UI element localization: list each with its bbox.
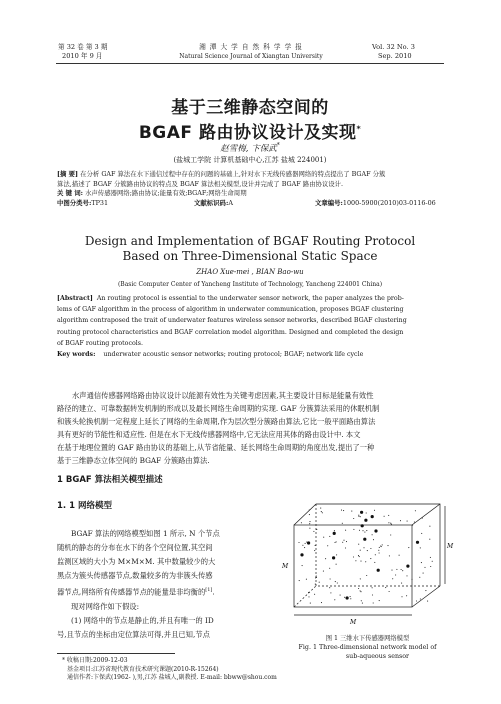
sensor-node	[314, 550, 315, 551]
authors-footnote-mark: *	[276, 142, 280, 150]
sensor-node	[379, 547, 380, 548]
title-en-line2: Based on Three-Dimensional Static Space	[122, 249, 378, 263]
sensor-node	[363, 547, 364, 548]
received-date: 收稿日期:2009-12-03	[66, 657, 128, 664]
sensor-node	[334, 530, 335, 531]
sensor-node	[310, 603, 311, 604]
cube-edge-bl	[294, 586, 316, 607]
issue-volume: 第 32 卷 第 3 期	[58, 43, 108, 51]
sensor-node	[430, 557, 431, 558]
sensor-node	[412, 525, 413, 526]
left-col-line-5-text: 器节点,网络所有传感器节点的能量是非均衡的	[57, 587, 206, 597]
sensor-node	[344, 597, 345, 598]
sensor-node	[308, 596, 309, 597]
sensor-node	[374, 562, 375, 563]
cube-edge-tr	[412, 504, 440, 525]
sensor-node	[414, 521, 415, 522]
header-rule	[56, 63, 444, 64]
sensor-node	[366, 575, 367, 576]
sensor-node	[374, 510, 375, 511]
sensor-node	[323, 537, 324, 538]
sensor-node	[336, 541, 337, 542]
intro-paragraph	[57, 389, 457, 467]
journal-name	[140, 43, 362, 61]
sensor-node	[350, 596, 351, 597]
footnote-star: *	[62, 657, 65, 664]
sensor-node	[388, 522, 389, 523]
sensor-node	[399, 555, 400, 556]
keywords-en-text: underwater acoustic sensor networks; routing protocol; BGAF; network life cycle	[103, 351, 364, 359]
sensor-node	[396, 569, 397, 570]
left-col-line-3: 监测区域的大小为 M×M×M. 其中数量较少的大	[57, 557, 216, 567]
sensor-node	[316, 577, 317, 578]
section-1-heading: 1 BGAF 算法相关模型描述	[57, 475, 163, 485]
left-col-line-8: 号,且节点的坐标由定位算法可得,并且已知,节点	[57, 630, 210, 640]
abstract-en-line-2: lems of GAF algorithm in the process of algorithm in underwater communication, proposes BGAF clustering	[57, 306, 404, 314]
sensor-node	[389, 591, 390, 592]
abstract-en	[57, 293, 457, 360]
sensor-node	[345, 547, 346, 548]
sensor-node	[390, 534, 391, 535]
sensor-node	[342, 523, 343, 524]
sensor-node	[302, 545, 303, 546]
sensor-node	[360, 578, 361, 579]
cube-front-face	[294, 525, 412, 607]
sensor-node	[304, 547, 305, 548]
title-cn-line2	[60, 118, 440, 143]
cube-edge-tl	[294, 504, 316, 525]
sensor-node	[429, 526, 430, 527]
sensor-node	[305, 543, 306, 544]
sensor-node	[365, 561, 366, 562]
sensor-node	[378, 550, 379, 551]
sensor-node	[406, 595, 407, 596]
article-number-value: 1000-5900(2010)03-0116-06	[342, 198, 436, 207]
sensor-node	[384, 516, 385, 517]
sensor-node	[366, 512, 367, 513]
abstract-cn-label: [摘 要]	[57, 170, 79, 178]
left-col-line-7: (1) 网络中的节点是静止的,并且有唯一的 ID	[71, 615, 214, 625]
sensor-node	[345, 530, 346, 531]
sensor-node	[429, 539, 430, 540]
intro-line-2: 路径的建立、可靠数据转发机制的形成以及最长网络生命周期的实现. GAF 分簇算法采用的休眠机制	[57, 404, 380, 413]
authors-en: ZHAO Xue-mei , BIAN Bao-wu	[196, 268, 304, 276]
sensor-node	[408, 547, 409, 548]
caption-cn: 图 1 三维水下传感器网络模型	[325, 635, 410, 642]
abstract-en-text-1: An routing protocol is essential to the underwater sensor network, the paper analyzes the prob-	[96, 295, 404, 302]
title-cn-line1: 基于三维静态空间的	[171, 98, 329, 118]
sensor-node	[423, 573, 424, 574]
sensor-node	[302, 565, 303, 566]
abstract-cn-text-1: 在分析 GAF 算法在水下通信过程中存在的问题的基础上,针对水下无线传感器网络的特点提出了 BGAF 分簇	[80, 170, 386, 178]
cluster-head-node	[332, 556, 335, 559]
figure-1	[280, 498, 455, 630]
sensor-node	[420, 598, 421, 599]
sensor-node	[329, 568, 330, 569]
sensor-node	[400, 520, 401, 521]
network-model-diagram	[280, 498, 455, 630]
sensor-node	[325, 558, 326, 559]
abstract-cn	[57, 170, 452, 208]
sensor-node	[375, 554, 376, 555]
sensor-node	[416, 600, 417, 601]
sensor-node	[361, 600, 362, 601]
intro-line-1: 水声通信传感器网络路由协议设计以能源有效性为关键考虑因素,其主要设计目标是能量有效性	[72, 391, 374, 400]
sensor-node	[430, 566, 431, 567]
cluster-head-node	[361, 524, 364, 527]
sensor-node	[353, 556, 354, 557]
sensor-node	[309, 521, 310, 522]
cluster-head-node	[377, 569, 380, 572]
sensor-node	[358, 544, 359, 545]
left-col-line-2: 随机的静态的分布在水下的各个空间位置,其空间	[57, 543, 213, 553]
sensor-node	[337, 582, 338, 583]
volume-en: Vol. 32 No. 3	[372, 43, 415, 51]
sensor-node	[355, 560, 356, 561]
keywords-en-label: Key words:	[57, 351, 96, 359]
doc-code-value: A	[228, 198, 233, 207]
sensor-node	[422, 518, 423, 519]
sensor-node	[336, 564, 337, 565]
sensor-node	[364, 532, 365, 533]
sensor-node	[315, 584, 316, 585]
sensor-node	[388, 515, 389, 516]
sensor-node	[321, 511, 322, 512]
footnote	[62, 657, 277, 683]
sensor-node	[313, 531, 314, 532]
footnote-rule	[57, 653, 175, 654]
authors-cn	[60, 142, 440, 154]
sensor-node	[330, 592, 331, 593]
sensor-node	[308, 592, 309, 593]
left-col-line-1: BGAF 算法的网络模型如图 1 所示, N 个节点	[71, 529, 220, 538]
sensor-node	[309, 528, 310, 529]
clc-value: TP31	[91, 198, 109, 207]
intro-line-4: 具有更好的节能性和适应性. 但是在水下无线传感器网络中,它无法应用其体的路由设计中. 本文	[57, 430, 361, 439]
sensor-node	[319, 582, 320, 583]
section-1-1-heading: 1. 1 网络模型	[57, 501, 112, 511]
sensor-node	[387, 545, 388, 546]
sensor-node	[427, 601, 428, 602]
citation-ref: [1]	[205, 587, 213, 594]
affiliation-en: (Basic Computer Center of Yancheng Institute of Technology, Yancheng 224001 China)	[117, 281, 383, 288]
sensor-node	[298, 542, 299, 543]
left-col-line-6: 现对网络作如下假设:	[71, 601, 140, 611]
left-col-line-5: 器节点,网络所有传感器节点的能量是非均衡的[1].	[57, 587, 215, 597]
classification-cn	[57, 199, 452, 209]
sensor-node	[358, 555, 359, 556]
sensor-node	[392, 578, 393, 579]
figure-caption	[280, 634, 455, 661]
doc-code-label: 文献标识码:	[194, 198, 229, 207]
intro-line-6: 基于三维静态立体空间的 BGAF 分簇路由算法.	[57, 456, 210, 465]
sensor-node	[411, 579, 412, 580]
sensor-node	[358, 515, 359, 516]
sensor-node	[309, 509, 310, 510]
sensor-node	[334, 542, 335, 543]
sensor-node	[358, 516, 359, 517]
sensor-node	[391, 570, 392, 571]
sensor-node	[343, 540, 344, 541]
sensor-node	[360, 516, 361, 517]
sensor-node	[389, 555, 390, 556]
sensor-node	[329, 587, 330, 588]
sensor-node	[315, 545, 316, 546]
keywords-en	[57, 349, 457, 360]
abstract-cn-line-2: 算法,描述了 BGAF 分簇路由协议的特点及 BGAF 算法相关模型,设计并完成了 BGAF 路由协议设计.	[57, 179, 344, 188]
intro-line-3: 和簇头轮换机制一定程度上延长了网络的生命周期,作为层次型分簇路由算法,它比一般平面路由算法	[57, 417, 376, 426]
sensor-node	[314, 594, 315, 595]
sensor-node	[424, 567, 425, 568]
sensor-node	[370, 558, 371, 559]
abstract-en-label: [Abstract]	[57, 295, 93, 302]
journal-name-cn: 湘 潭 大 学 自 然 科 学 学 报	[199, 43, 303, 51]
sensor-node	[301, 522, 302, 523]
sensor-node	[419, 577, 420, 578]
footnote-author: 通信作者:卞保武(1962- ),男,江苏 盐城人,副教授. E-mail: bbww@shou.com	[67, 674, 277, 681]
sensor-node	[421, 562, 422, 563]
cluster-head-node	[406, 565, 409, 568]
keywords-cn-text: 水声传感器网络;路由协议;能量有效;BGAF;网络生命周期	[85, 189, 247, 198]
sensor-node	[327, 545, 328, 546]
axis-label-right: M	[447, 543, 454, 550]
sensor-node	[341, 510, 342, 511]
sensor-node	[306, 579, 307, 580]
sensor-node	[362, 530, 363, 531]
sensor-node	[342, 542, 343, 543]
cluster-head-node	[416, 541, 419, 544]
sensor-node	[343, 510, 344, 511]
title-en-line1: Design and Implementation of BGAF Routing Protocol	[84, 234, 416, 248]
sensor-node	[402, 570, 403, 571]
cluster-head-node	[300, 553, 303, 556]
sensor-node	[406, 575, 407, 576]
title-cn-text: BGAF 路由协议设计及实现	[138, 123, 357, 143]
sensor-node	[425, 590, 426, 591]
sensor-node	[321, 602, 322, 603]
journal-volume-en	[372, 43, 415, 61]
sensor-node	[360, 550, 361, 551]
sensor-node	[372, 534, 373, 535]
axis-label-bottom: M	[350, 619, 357, 626]
sensor-node	[370, 548, 371, 549]
sensor-node	[390, 523, 391, 524]
keywords-cn	[57, 189, 452, 199]
sensor-node	[309, 523, 310, 524]
journal-issue	[58, 43, 107, 61]
sensor-node	[353, 518, 354, 519]
sensor-node	[379, 552, 380, 553]
doc-code	[194, 199, 233, 209]
abstract-cn-line-1	[57, 170, 452, 180]
sensor-node	[420, 547, 421, 548]
cluster-head-node	[307, 541, 310, 544]
abstract-en-line-4: routing protocol characteristics and BGAF correlation model algorithm. Designed and completed the design	[57, 328, 404, 336]
sensor-node	[367, 550, 368, 551]
cluster-head-node	[360, 511, 363, 514]
clc	[57, 199, 108, 209]
sensor-node	[380, 545, 381, 546]
sensor-node	[316, 576, 317, 577]
title-footnote-mark: *	[356, 124, 362, 134]
keywords-cn-label: 关 键 词:	[57, 189, 83, 198]
sensor-node	[407, 521, 408, 522]
caption-en-2: sub-aqueous sensor	[345, 653, 410, 660]
date-en: Sep. 2010	[378, 52, 412, 60]
cube-back-top	[316, 504, 440, 586]
sensor-node	[322, 512, 323, 513]
sensor-node	[415, 510, 416, 511]
abstract-en-line-1	[57, 293, 457, 304]
sensor-node	[372, 594, 373, 595]
left-col-line-4: 黑点为簇头传感器节点,数量较多的为非簇头传感	[57, 571, 213, 581]
sensor-node	[382, 544, 383, 545]
cube-edge-br	[412, 586, 440, 607]
sensor-node	[379, 600, 380, 601]
cluster-head-node	[333, 532, 336, 535]
sensor-node	[323, 571, 324, 572]
sensor-node	[359, 556, 360, 557]
sensor-node	[359, 530, 360, 531]
sensor-node	[309, 514, 310, 515]
sensor-node	[395, 574, 396, 575]
abstract-en-line-3: algorithm contraposed the trait of underwater features wireless sensor networks, described BGAF clustering	[57, 317, 407, 325]
sensor-node	[360, 591, 361, 592]
clc-label: 中图分类号:	[57, 198, 92, 207]
sensor-node	[316, 529, 317, 530]
sensor-node	[346, 541, 347, 542]
issue-date: 2010 年 9 月	[62, 52, 103, 60]
cube-back-hidden	[316, 504, 440, 586]
cluster-head-node	[346, 596, 349, 599]
intro-line-5: 在基于地理位置的 GAF 路由协议的基础上,从节省能量、延长网络生命周期的角度出发,提出了一种	[57, 443, 375, 452]
sensor-node	[432, 561, 433, 562]
sensor-node	[401, 596, 402, 597]
sensor-node	[299, 580, 300, 581]
sensor-node	[385, 587, 386, 588]
sensor-node	[353, 529, 354, 530]
sensor-node	[373, 539, 374, 540]
sensor-node	[362, 603, 363, 604]
cluster-head-node	[363, 538, 366, 541]
sensor-node	[372, 587, 373, 588]
sensor-node	[401, 569, 402, 570]
sensor-node	[350, 598, 351, 599]
sensor-node	[329, 536, 330, 537]
sensor-node	[358, 588, 359, 589]
sensor-node	[366, 530, 367, 531]
journal-name-en: Natural Science Journal of Xiangtan University	[179, 53, 323, 60]
footnote-fund: 基金项目:江苏省现代教育技术研究课题(2010-R-15264)	[67, 665, 219, 673]
affiliation-cn: (盐城工学院 计算机基础中心,江苏 盐城 224001)	[173, 156, 327, 164]
axis-label-left: M	[282, 563, 289, 570]
sensor-node	[336, 554, 337, 555]
network-model-paragraph	[57, 527, 282, 642]
sensor-node	[360, 590, 361, 591]
sensor-node	[373, 602, 374, 603]
sensor-node	[421, 533, 422, 534]
sensor-node	[391, 524, 392, 525]
article-number	[315, 199, 436, 209]
sensor-node	[335, 581, 336, 582]
sensor-node	[360, 561, 361, 562]
sensor-node	[320, 508, 321, 509]
sensor-node	[401, 583, 402, 584]
sensor-node	[334, 599, 335, 600]
authors-cn-text: 赵雪梅, 卞保武	[220, 144, 277, 154]
sensor-node	[351, 511, 352, 512]
cluster-head-node	[371, 515, 374, 518]
sensor-node	[330, 578, 331, 579]
article-number-label: 文章编号:	[315, 198, 343, 207]
abstract-en-line-5: of BGAF routing protocols.	[57, 339, 144, 347]
sensor-node	[340, 595, 341, 596]
cluster-head-node	[364, 519, 367, 522]
cluster-head-node	[374, 529, 377, 532]
footnote-received	[62, 657, 277, 666]
caption-en-1: Fig. 1 Three-dimensional network model of	[298, 644, 437, 651]
